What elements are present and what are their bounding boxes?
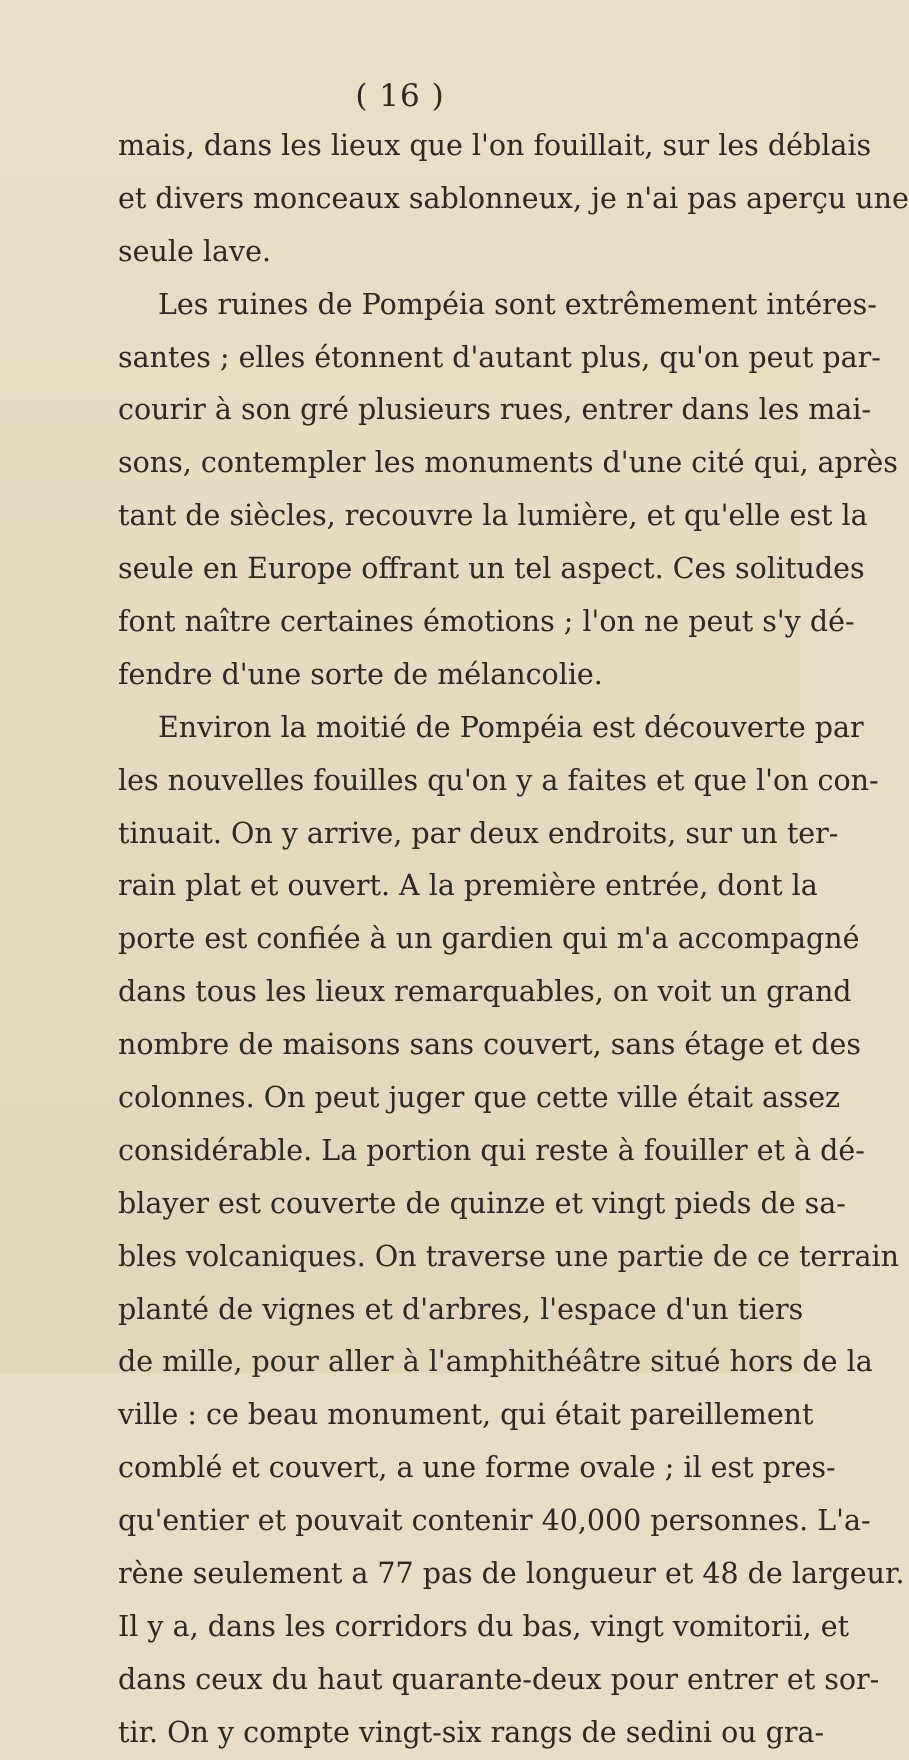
text-line: considérable. La portion qui reste à fouiller et à dé- — [118, 1133, 865, 1167]
text-line: mais, dans les lieux que l'on fouillait, sur les déblais — [118, 129, 872, 162]
text-line: et divers monceaux sablonneux, je n'ai pas aperçu une — [118, 181, 909, 215]
text-line: santes ; elles étonnent d'autant plus, qu'on peut par- — [118, 340, 881, 374]
text-line: seule en Europe offrant un tel aspect. Ces solitudes — [118, 552, 865, 586]
text-line: ville : ce beau monument, qui était pareillement — [118, 1398, 814, 1432]
text-line: les nouvelles fouilles qu'on y a faites et que l'on con- — [118, 763, 879, 797]
text-line: qu'entier et pouvait contenir 40,000 personnes. L'a- — [118, 1504, 871, 1538]
text-line: Il y a, dans les corridors du bas, vingt vomitorii, et — [118, 1609, 850, 1643]
text-line: blayer est couverte de quinze et vingt pieds de sa- — [118, 1186, 846, 1220]
text-line: nombre de maisons sans couvert, sans étage et des — [118, 1028, 862, 1062]
text-line: tant de siècles, recouvre la lumière, et qu'elle est la — [118, 499, 868, 533]
text-line: rain plat et ouvert. A la première entrée, dont la — [118, 869, 818, 903]
page-number: ( 16 ) — [355, 78, 445, 114]
text-line: Les ruines de Pompéia sont extrêmement intéres- — [158, 287, 877, 321]
text-line: rène seulement a 77 pas de longueur et 48 de largeur. — [118, 1557, 905, 1591]
text-line: dans ceux du haut quarante-deux pour entrer et sor- — [118, 1662, 880, 1696]
text-line: bles volcaniques. On traverse une partie de ce terrain — [118, 1239, 899, 1273]
text-line: fendre d'une sorte de mélancolie. — [118, 657, 603, 691]
text-line: dans tous les lieux remarquables, on voit un grand — [118, 975, 852, 1009]
text-line: font naître certaines émotions ; l'on ne peut s'y dé- — [118, 605, 855, 639]
text-line: seule lave. — [118, 234, 272, 268]
text-line: sons, contempler les monuments d'une cité qui, après — [118, 446, 898, 480]
text-line: comblé et couvert, a une forme ovale ; il est pres- — [118, 1451, 836, 1485]
text-line: porte est confiée à un gardien qui m'a accompagné — [118, 922, 860, 956]
text-line: Environ la moitié de Pompéia est découverte par — [158, 710, 864, 744]
text-line: colonnes. On peut juger que cette ville était assez — [118, 1081, 841, 1115]
text-line: courir à son gré plusieurs rues, entrer dans les mai- — [118, 393, 872, 427]
text-line: de mille, pour aller à l'amphithéâtre situé hors de la — [118, 1345, 873, 1379]
body-text — [118, 120, 909, 1760]
text-line: planté de vignes et d'arbres, l'espace d'un tiers — [118, 1292, 804, 1326]
text-line: tir. On y compte vingt-six rangs de sedini ou gra- — [118, 1715, 825, 1749]
text-line: tinuait. On y arrive, par deux endroits, sur un ter- — [118, 816, 839, 850]
